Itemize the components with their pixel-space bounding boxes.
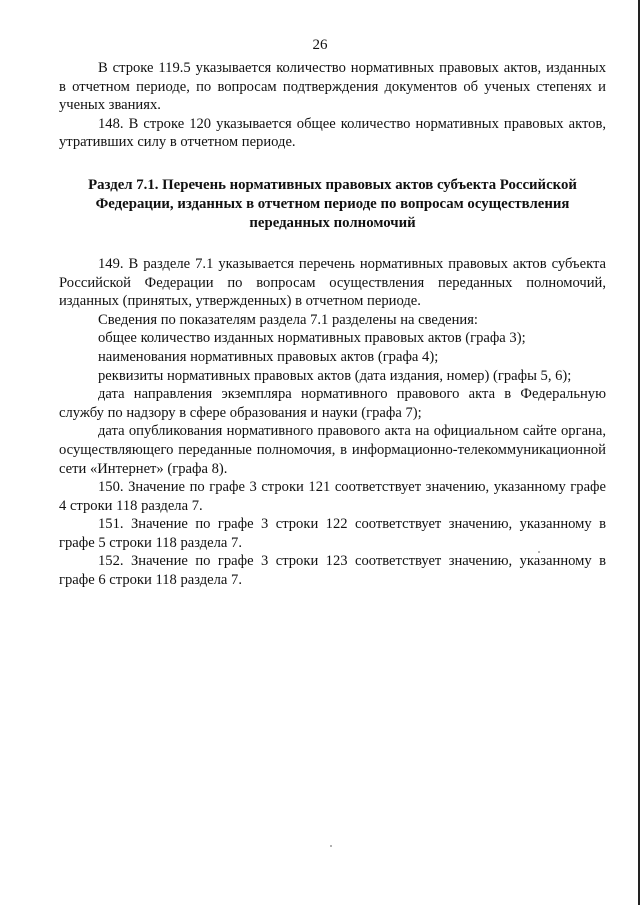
paragraph-148: 148. В строке 120 указывается общее количество нормативных правовых актов, утративших силу в отчетном периоде. [59,115,606,151]
list-item: реквизиты нормативных правовых актов (дата издания, номер) (графы 5, 6); [98,367,572,384]
paragraph-151: 151. Значение по графе 3 строки 122 соответствует значению, указанному в графе 5 строки 118 раздела 7. [59,516,606,551]
list-item: наименования нормативных правовых актов (графа 4); [98,348,439,365]
page-number: 26 [312,37,328,53]
section-title [59,176,606,233]
section-title-line: Раздел 7.1. Перечень нормативных правовых актов субъекта Российской [88,176,577,193]
paragraph-149: 149. В разделе 7.1 указывается перечень нормативных правовых актов субъекта Российской Федерации по вопросам осуществления переданных полномочий, изданных (принятых, утвержденных) в отчетном периоде. [59,255,606,310]
list-item: дата опубликования нормативного правового акта на официальном сайте органа, осуществляющего переданные полномочия, в информационно-телекоммуникационной сети «Интернет» (графа 8). [59,423,606,477]
paragraph-info-intro: Сведения по показателям раздела 7.1 разделены на сведения: [98,311,478,328]
paragraph-119-5: В строке 119.5 указывается количество нормативных правовых актов, изданных в отчетном периоде, по вопросам подтверждения документов об ученых степенях и ученых званиях. [59,60,606,114]
section-title-line: переданных полномочий [249,214,416,231]
list-item: общее количество изданных нормативных правовых актов (графа 3); [98,330,526,347]
scan-speck [538,551,540,553]
paragraph-150: 150. Значение по графе 3 строки 121 соответствует значению, указанному графе 4 строки 118 раздела 7. [59,479,606,514]
scan-speck [330,845,332,847]
document-body [59,59,606,590]
section-title-line: Федерации, изданных в отчетном периоде по вопросам осуществления [95,195,570,212]
paragraph-152: 152. Значение по графе 3 строки 123 соответствует значению, указанному в графе 6 строки 118 раздела 7. [59,553,606,589]
list-item: дата направления экземпляра нормативного правового акта в Федеральную службу по надзору в сфере образования и науки (графа 7); [59,386,606,421]
